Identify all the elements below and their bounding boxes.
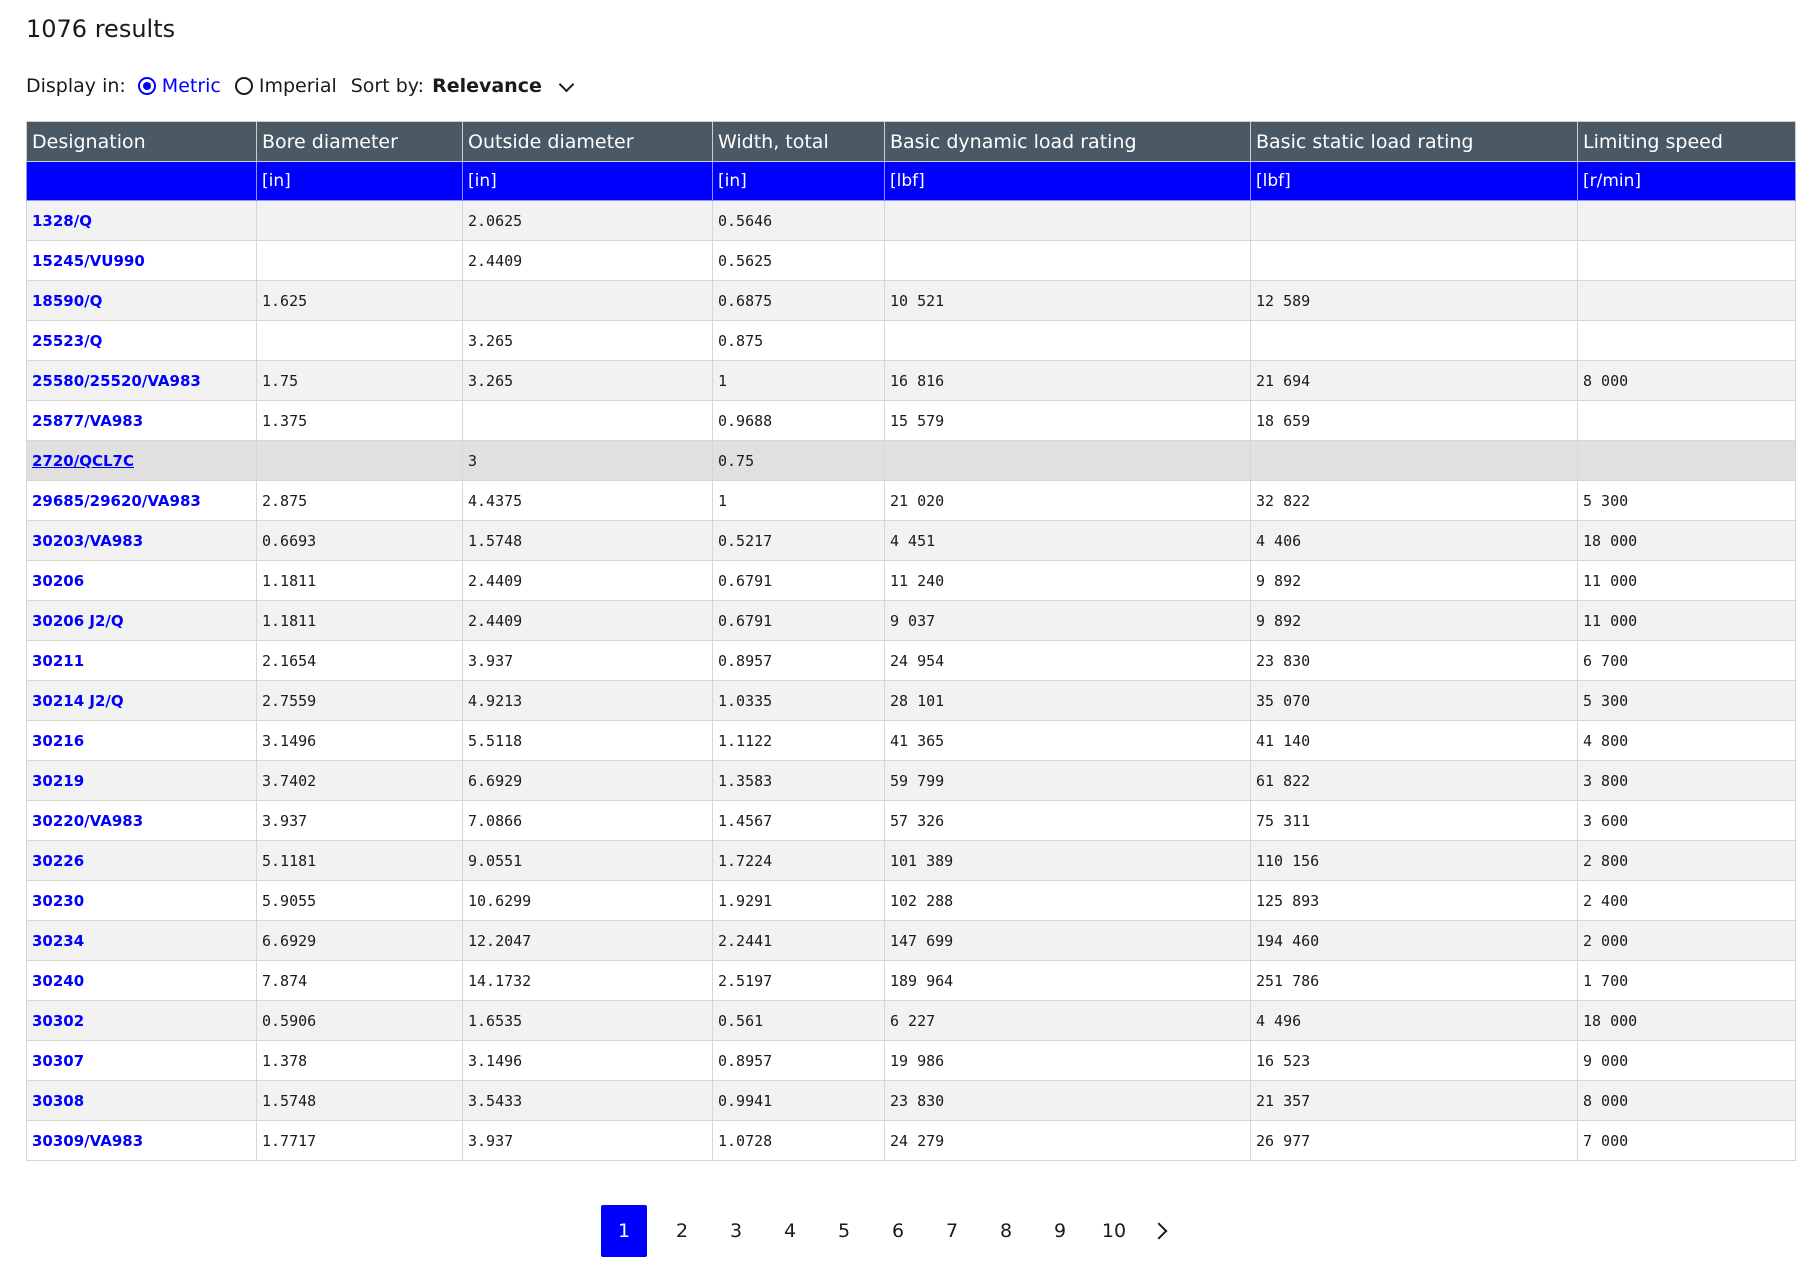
display-in-label: Display in: [26,75,126,97]
cell-designation [27,241,257,281]
page-7-button[interactable]: 7 [945,1220,959,1242]
cell-outside-diameter: 10.6299 [463,881,713,921]
cell-dynamic-load-rating: 16 816 [885,361,1251,401]
table-row[interactable] [27,441,1796,481]
designation-link[interactable]: 30214 J2/Q [32,691,124,710]
table-row[interactable] [27,761,1796,801]
cell-limiting-speed: 7 000 [1578,1121,1796,1161]
cell-designation [27,881,257,921]
cell-width-total: 0.875 [713,321,885,361]
cell-limiting-speed [1578,401,1796,441]
table-row[interactable] [27,521,1796,561]
cell-designation [27,441,257,481]
cell-dynamic-load-rating: 28 101 [885,681,1251,721]
designation-link[interactable]: 25523/Q [32,331,103,350]
cell-outside-diameter: 12.2047 [463,921,713,961]
display-controls [26,72,576,100]
designation-link[interactable]: 30220/VA983 [32,811,144,830]
cell-designation [27,321,257,361]
cell-bore-diameter: 1.625 [257,281,463,321]
designation-link[interactable]: 1328/Q [32,211,92,230]
cell-width-total: 1.3583 [713,761,885,801]
designation-link[interactable]: 30203/VA983 [32,531,144,550]
cell-bore-diameter [257,241,463,281]
cell-bore-diameter: 1.375 [257,401,463,441]
table-row[interactable] [27,881,1796,921]
cell-static-load-rating: 251 786 [1251,961,1578,1001]
table-row[interactable] [27,601,1796,641]
designation-link[interactable]: 30219 [32,771,85,790]
table-row[interactable] [27,681,1796,721]
cell-width-total: 1.0335 [713,681,885,721]
cell-outside-diameter: 5.5118 [463,721,713,761]
cell-static-load-rating: 9 892 [1251,601,1578,641]
cell-limiting-speed: 5 300 [1578,481,1796,521]
cell-outside-diameter: 6.6929 [463,761,713,801]
cell-designation [27,841,257,881]
cell-designation [27,1041,257,1081]
cell-designation [27,721,257,761]
cell-bore-diameter: 0.5906 [257,1001,463,1041]
cell-outside-diameter: 2.4409 [463,601,713,641]
cell-dynamic-load-rating: 21 020 [885,481,1251,521]
designation-link[interactable]: 30240 [32,971,85,990]
cell-designation [27,641,257,681]
cell-dynamic-load-rating: 59 799 [885,761,1251,801]
cell-static-load-rating: 4 496 [1251,1001,1578,1041]
cell-limiting-speed [1578,281,1796,321]
column-header-dynamic-load-rating: Basic dynamic load rating [885,122,1251,162]
cell-dynamic-load-rating [885,241,1251,281]
table-row[interactable] [27,361,1796,401]
cell-width-total: 0.9941 [713,1081,885,1121]
table-row[interactable] [27,801,1796,841]
designation-link[interactable]: 30234 [32,931,85,950]
table-row[interactable] [27,721,1796,761]
cell-limiting-speed [1578,241,1796,281]
cell-static-load-rating [1251,441,1578,481]
cell-width-total: 1.4567 [713,801,885,841]
cell-static-load-rating: 41 140 [1251,721,1578,761]
table-row[interactable] [27,921,1796,961]
cell-static-load-rating: 21 694 [1251,361,1578,401]
cell-outside-diameter: 14.1732 [463,961,713,1001]
cell-dynamic-load-rating: 24 954 [885,641,1251,681]
cell-bore-diameter: 2.875 [257,481,463,521]
cell-bore-diameter: 6.6929 [257,921,463,961]
cell-designation [27,601,257,641]
cell-bore-diameter: 1.7717 [257,1121,463,1161]
page-9-button[interactable]: 9 [1053,1220,1067,1242]
table-row[interactable] [27,241,1796,281]
cell-designation [27,401,257,441]
table-units-row [27,162,1796,201]
table-row[interactable] [27,961,1796,1001]
cell-limiting-speed: 18 000 [1578,521,1796,561]
cell-width-total: 1.0728 [713,1121,885,1161]
table-row[interactable] [27,281,1796,321]
cell-bore-diameter: 1.1811 [257,561,463,601]
cell-outside-diameter [463,281,713,321]
cell-limiting-speed: 8 000 [1578,361,1796,401]
cell-static-load-rating: 35 070 [1251,681,1578,721]
cell-static-load-rating: 21 357 [1251,1081,1578,1121]
designation-link[interactable]: 25877/VA983 [32,411,144,430]
cell-outside-diameter: 3.265 [463,321,713,361]
sort-by-label: Sort by: [350,75,425,97]
cell-dynamic-load-rating [885,321,1251,361]
cell-designation [27,761,257,801]
pagination [601,1205,1181,1257]
designation-link[interactable]: 30226 [32,851,85,870]
page-10-button[interactable]: 10 [1101,1220,1127,1242]
table-row[interactable] [27,1121,1796,1161]
cell-bore-diameter: 2.1654 [257,641,463,681]
column-unit-width-total: [in] [713,162,885,201]
cell-width-total: 0.5217 [713,521,885,561]
cell-outside-diameter: 3.265 [463,361,713,401]
page-5-button[interactable]: 5 [837,1220,851,1242]
cell-bore-diameter: 5.1181 [257,841,463,881]
cell-bore-diameter [257,321,463,361]
cell-limiting-speed [1578,321,1796,361]
cell-limiting-speed: 1 700 [1578,961,1796,1001]
cell-width-total: 1.7224 [713,841,885,881]
cell-static-load-rating: 23 830 [1251,641,1578,681]
cell-dynamic-load-rating [885,201,1251,241]
column-header-limiting-speed: Limiting speed [1578,122,1796,162]
results-table [26,121,1796,1161]
cell-limiting-speed: 3 600 [1578,801,1796,841]
cell-dynamic-load-rating: 101 389 [885,841,1251,881]
designation-link[interactable]: 30308 [32,1091,85,1110]
cell-outside-diameter: 3.1496 [463,1041,713,1081]
cell-limiting-speed [1578,441,1796,481]
cell-outside-diameter: 4.4375 [463,481,713,521]
column-header-bore-diameter: Bore diameter [257,122,463,162]
cell-designation [27,561,257,601]
chevron-right-icon[interactable] [1141,1205,1181,1257]
cell-designation [27,1001,257,1041]
cell-static-load-rating: 61 822 [1251,761,1578,801]
cell-bore-diameter: 5.9055 [257,881,463,921]
cell-designation [27,361,257,401]
column-unit-limiting-speed: [r/min] [1578,162,1796,201]
cell-static-load-rating [1251,201,1578,241]
table-row[interactable] [27,841,1796,881]
cell-outside-diameter: 2.4409 [463,241,713,281]
cell-width-total: 2.5197 [713,961,885,1001]
designation-link[interactable]: 15245/VU990 [32,251,145,270]
cell-static-load-rating: 32 822 [1251,481,1578,521]
metric-radio-option[interactable] [138,75,221,97]
cell-designation [27,1121,257,1161]
chevron-down-icon[interactable] [556,76,576,96]
cell-dynamic-load-rating: 19 986 [885,1041,1251,1081]
cell-static-load-rating: 26 977 [1251,1121,1578,1161]
cell-designation [27,921,257,961]
table-body [27,201,1796,1161]
designation-link[interactable]: 18590/Q [32,291,103,310]
cell-limiting-speed: 8 000 [1578,1081,1796,1121]
column-unit-bore-diameter: [in] [257,162,463,201]
imperial-radio-icon[interactable] [235,77,253,95]
cell-outside-diameter: 4.9213 [463,681,713,721]
cell-dynamic-load-rating: 102 288 [885,881,1251,921]
cell-limiting-speed: 3 800 [1578,761,1796,801]
cell-dynamic-load-rating: 23 830 [885,1081,1251,1121]
cell-width-total: 1 [713,361,885,401]
designation-link[interactable]: 25580/25520/VA983 [32,371,201,390]
designation-link[interactable]: 2720/QCL7C [32,451,134,470]
cell-designation [27,521,257,561]
cell-outside-diameter: 1.5748 [463,521,713,561]
cell-static-load-rating: 4 406 [1251,521,1578,561]
cell-width-total: 0.6875 [713,281,885,321]
cell-limiting-speed: 2 400 [1578,881,1796,921]
cell-width-total: 0.5646 [713,201,885,241]
cell-static-load-rating [1251,321,1578,361]
cell-limiting-speed: 11 000 [1578,601,1796,641]
column-header-width-total: Width, total [713,122,885,162]
table-header-row [27,122,1796,162]
cell-width-total: 0.8957 [713,1041,885,1081]
table-row[interactable] [27,481,1796,521]
cell-dynamic-load-rating: 4 451 [885,521,1251,561]
designation-link[interactable]: 30230 [32,891,85,910]
cell-limiting-speed: 5 300 [1578,681,1796,721]
cell-bore-diameter: 1.378 [257,1041,463,1081]
cell-dynamic-load-rating: 57 326 [885,801,1251,841]
cell-static-load-rating: 75 311 [1251,801,1578,841]
table-row[interactable] [27,561,1796,601]
table-row[interactable] [27,641,1796,681]
column-header-outside-diameter: Outside diameter [463,122,713,162]
cell-outside-diameter: 1.6535 [463,1001,713,1041]
page-4-button[interactable]: 4 [783,1220,797,1242]
cell-dynamic-load-rating: 11 240 [885,561,1251,601]
column-header-static-load-rating: Basic static load rating [1251,122,1578,162]
cell-dynamic-load-rating: 147 699 [885,921,1251,961]
cell-bore-diameter [257,201,463,241]
cell-designation [27,961,257,1001]
designation-link[interactable]: 30211 [32,651,85,670]
cell-outside-diameter: 9.0551 [463,841,713,881]
imperial-radio-option[interactable] [235,75,337,97]
cell-dynamic-load-rating: 6 227 [885,1001,1251,1041]
page-1-button[interactable]: 1 [601,1205,647,1257]
cell-designation [27,481,257,521]
cell-dynamic-load-rating [885,441,1251,481]
cell-bore-diameter: 0.6693 [257,521,463,561]
cell-designation [27,801,257,841]
cell-width-total: 0.6791 [713,601,885,641]
cell-dynamic-load-rating: 9 037 [885,601,1251,641]
page-2-button[interactable]: 2 [675,1220,689,1242]
cell-limiting-speed [1578,201,1796,241]
cell-outside-diameter: 2.4409 [463,561,713,601]
cell-dynamic-load-rating: 41 365 [885,721,1251,761]
cell-bore-diameter: 1.1811 [257,601,463,641]
results-count: 1076 results [26,15,176,43]
cell-designation [27,281,257,321]
cell-width-total: 1.9291 [713,881,885,921]
cell-static-load-rating: 125 893 [1251,881,1578,921]
cell-width-total: 1.1122 [713,721,885,761]
designation-link[interactable]: 30302 [32,1011,85,1030]
table-row[interactable] [27,401,1796,441]
cell-outside-diameter [463,401,713,441]
cell-width-total: 0.75 [713,441,885,481]
cell-bore-diameter: 3.7402 [257,761,463,801]
cell-static-load-rating: 194 460 [1251,921,1578,961]
cell-bore-diameter: 3.1496 [257,721,463,761]
cell-width-total: 1 [713,481,885,521]
cell-designation [27,201,257,241]
cell-outside-diameter: 3.937 [463,1121,713,1161]
designation-link[interactable]: 30216 [32,731,85,750]
page-6-button[interactable]: 6 [891,1220,905,1242]
cell-bore-diameter: 2.7559 [257,681,463,721]
column-header-designation: Designation [27,122,257,162]
cell-static-load-rating: 16 523 [1251,1041,1578,1081]
cell-width-total: 2.2441 [713,921,885,961]
cell-static-load-rating: 12 589 [1251,281,1578,321]
table-row[interactable] [27,321,1796,361]
metric-radio-icon[interactable] [138,77,156,95]
cell-bore-diameter: 1.5748 [257,1081,463,1121]
page-8-button[interactable]: 8 [999,1220,1013,1242]
table-row[interactable] [27,1081,1796,1121]
table-row[interactable] [27,1001,1796,1041]
cell-width-total: 0.6791 [713,561,885,601]
cell-dynamic-load-rating: 10 521 [885,281,1251,321]
metric-label[interactable]: Metric [161,75,221,97]
cell-limiting-speed: 9 000 [1578,1041,1796,1081]
cell-width-total: 0.5625 [713,241,885,281]
designation-link[interactable]: 30309/VA983 [32,1131,144,1150]
cell-limiting-speed: 6 700 [1578,641,1796,681]
cell-static-load-rating [1251,241,1578,281]
cell-outside-diameter: 3.5433 [463,1081,713,1121]
cell-outside-diameter: 3 [463,441,713,481]
designation-link[interactable]: 30206 [32,571,85,590]
designation-link[interactable]: 30206 J2/Q [32,611,124,630]
designation-link[interactable]: 29685/29620/VA983 [32,491,201,510]
column-unit-dynamic-load-rating: [lbf] [885,162,1251,201]
page-3-button[interactable]: 3 [729,1220,743,1242]
sort-select[interactable]: Relevance [432,75,542,97]
cell-outside-diameter: 7.0866 [463,801,713,841]
cell-designation [27,681,257,721]
cell-limiting-speed: 2 000 [1578,921,1796,961]
cell-limiting-speed: 11 000 [1578,561,1796,601]
table-row[interactable] [27,1041,1796,1081]
column-unit-designation [27,162,257,201]
cell-limiting-speed: 18 000 [1578,1001,1796,1041]
cell-limiting-speed: 4 800 [1578,721,1796,761]
column-unit-outside-diameter: [in] [463,162,713,201]
cell-bore-diameter [257,441,463,481]
cell-bore-diameter: 7.874 [257,961,463,1001]
designation-link[interactable]: 30307 [32,1051,85,1070]
column-unit-static-load-rating: [lbf] [1251,162,1578,201]
cell-dynamic-load-rating: 15 579 [885,401,1251,441]
cell-dynamic-load-rating: 189 964 [885,961,1251,1001]
cell-limiting-speed: 2 800 [1578,841,1796,881]
cell-width-total: 0.561 [713,1001,885,1041]
table-row[interactable] [27,201,1796,241]
cell-outside-diameter: 2.0625 [463,201,713,241]
cell-bore-diameter: 3.937 [257,801,463,841]
cell-outside-diameter: 3.937 [463,641,713,681]
cell-static-load-rating: 110 156 [1251,841,1578,881]
cell-static-load-rating: 9 892 [1251,561,1578,601]
imperial-label[interactable]: Imperial [258,75,337,97]
cell-width-total: 0.8957 [713,641,885,681]
cell-bore-diameter: 1.75 [257,361,463,401]
cell-dynamic-load-rating: 24 279 [885,1121,1251,1161]
cell-designation [27,1081,257,1121]
cell-static-load-rating: 18 659 [1251,401,1578,441]
cell-width-total: 0.9688 [713,401,885,441]
